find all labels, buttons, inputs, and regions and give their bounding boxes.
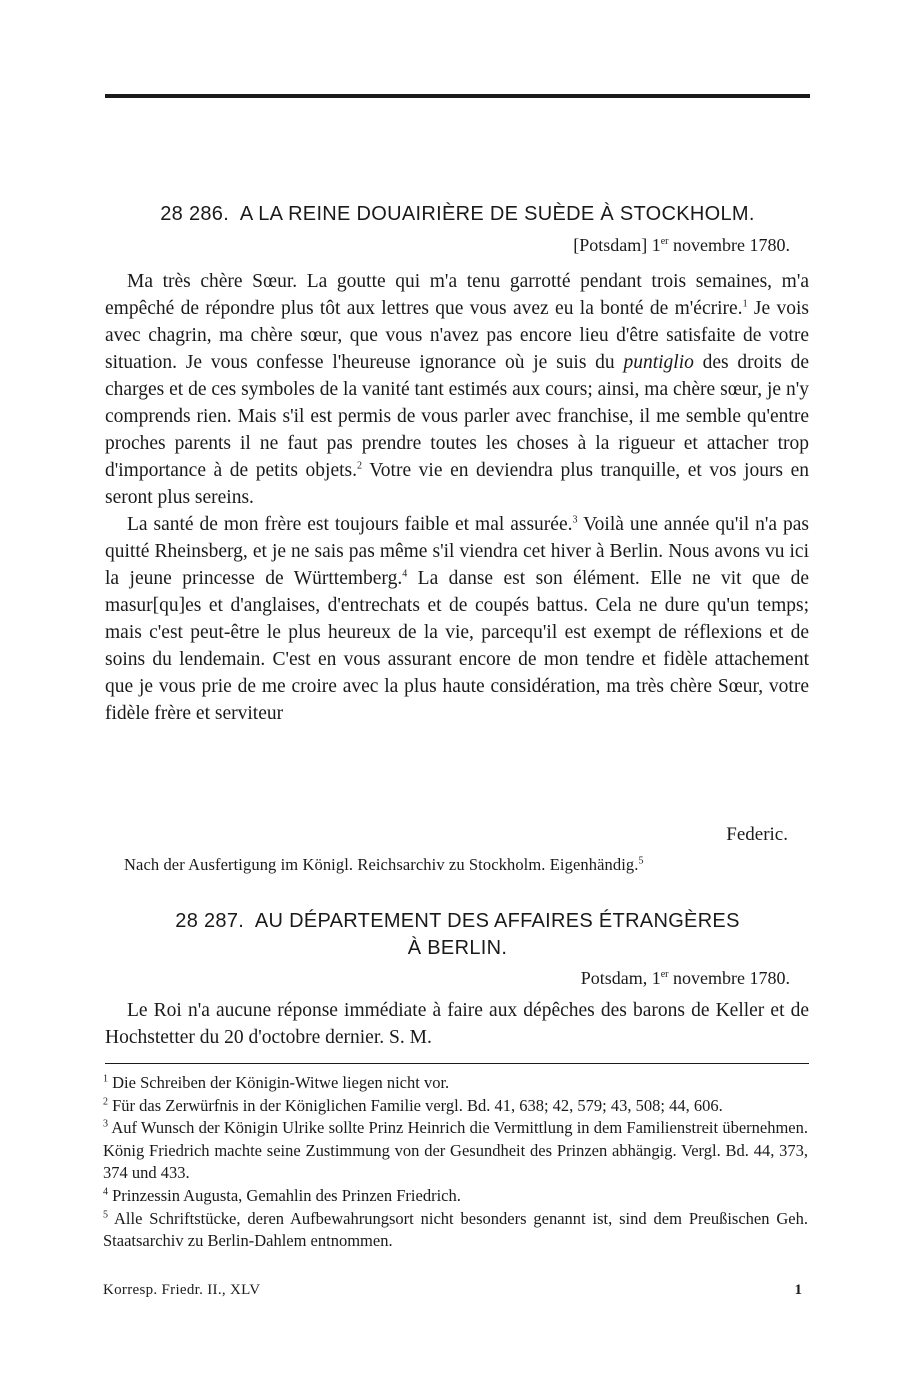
footnote-text: Für das Zerwürfnis in der Königlichen Familie vergl. Bd. 41, 638; 42, 579; 43, 508; 44, 606. [112, 1095, 723, 1115]
italic-term: puntiglio [623, 352, 694, 373]
letter-1-paragraph-1 [105, 268, 809, 511]
footnote-ref-4: 4 [402, 568, 408, 580]
footnote-number: 1 [103, 1073, 108, 1085]
footnote-ref-2: 2 [357, 460, 363, 472]
footnote-number: 4 [103, 1186, 108, 1198]
signature: Federic. [726, 824, 788, 845]
letter-1-body [105, 268, 809, 727]
letter-1-heading [105, 203, 810, 226]
header-rule [105, 94, 810, 98]
letter-1-paragraph-2 [105, 511, 809, 727]
text-run: La danse est son élément. Elle ne vit que de masur[qu]es et d'anglaises, d'entrechats et de coupés battus. Cela ne dure qu'un temps; mais c'est peut-être le plus heureux de la vie, parcequ'il est exempt de réflexions et de soins du lendemain. C'est en vous assurant encore de mon tendre et fidèle attachement que je vous prie de me croire avec la plus haute considération, ma très chère Sœur, votre fidèle frère et serviteur [105, 568, 809, 724]
text-run: des droits de charges et de ces symboles de la vanité tant estimés aux cours; ainsi, ma chère sœur, je n'y comprends rien. Mais s'il est permis de vous parler avec franchise, il me semble qu'entre proches parents il ne faut pas prendre toutes les choses à la rigueur et attacher trop d'importance à de petits objets. [105, 352, 809, 481]
footnote-number: 2 [103, 1096, 108, 1108]
footnote-4 [103, 1185, 808, 1208]
text-run: La santé de mon frère est toujours faible et mal assurée. [127, 514, 573, 535]
footnote-rule [105, 1063, 809, 1064]
page-number: 1 [794, 1282, 802, 1298]
text-run: Votre vie en deviendra plus tranquille, et vos jours en seront plus sereins. [105, 460, 809, 508]
letter-2-title-line-2: À BERLIN. [407, 937, 508, 959]
footnote-text: Alle Schriftstücke, deren Aufbewahrungsort nicht besonders genannt ist, sind dem Preußischen Geh. Staatsarchiv zu Berlin-Dahlem entnommen. [103, 1208, 809, 1251]
footnote-ref-1: 1 [742, 298, 748, 310]
footnote-ref-5: 5 [638, 855, 644, 867]
footnote-2 [103, 1095, 808, 1118]
footnote-text: Prinzessin Augusta, Gemahlin des Prinzen Friedrich. [112, 1185, 461, 1205]
text-run: Voilà une année qu'il n'a pas quitté Rheinsberg, et je ne sais pas même s'il viendra cet hiver à Berlin. Nous avons vu ici la jeune princesse de Württemberg. [105, 514, 809, 589]
letter-2-heading [105, 910, 810, 933]
source-text: Nach der Ausfertigung im Königl. Reichsarchiv zu Stockholm. Eigenhändig. [124, 855, 639, 874]
text-run: Ma très chère Sœur. La goutte qui m'a tenu garrotté pendant trois semaines, m'a empêché de répondre plus tôt aux lettres que vous avez eu la bonté de m'écrire. [105, 271, 809, 319]
footnote-number: 5 [103, 1209, 108, 1221]
letter-2-paragraph-1: Le Roi n'a aucune réponse immédiate à faire aux dépêches des barons de Keller et de Hochstetter du 20 d'octobre dernier. S. M. [105, 1000, 809, 1048]
letter-2-number: 28 287. [175, 910, 245, 932]
footer-volume: Korresp. Friedr. II., XLV [103, 1282, 261, 1298]
letter-2-dateline: Potsdam, 1er novembre 1780. [580, 968, 790, 988]
letter-1-title: A LA REINE DOUAIRIÈRE DE SUÈDE À STOCKHOLM. [239, 203, 755, 225]
source-note [124, 855, 814, 875]
letter-2-body [105, 997, 809, 1051]
footnote-ref-3: 3 [572, 514, 578, 526]
footnote-text: Auf Wunsch der Königin Ulrike sollte Prinz Heinrich die Vermittlung in dem Familienstreit übernehmen. König Friedrich machte seine Zustimmung von der Gesundheit des Prinzen abhängig. Vergl. Bd. 44, 373, 374 und 433. [103, 1118, 808, 1183]
footnotes [103, 1072, 808, 1253]
letter-2-title-line-1: AU DÉPARTEMENT DES AFFAIRES ÉTRANGÈRES [254, 910, 740, 932]
footnote-3 [103, 1117, 808, 1185]
footnote-5 [103, 1208, 808, 1253]
letter-1-dateline: [Potsdam] 1er novembre 1780. [573, 235, 790, 255]
footnote-1 [103, 1072, 808, 1095]
letter-1-number: 28 286. [160, 203, 230, 225]
footnote-number: 3 [103, 1118, 108, 1130]
footnote-text: Die Schreiben der Königin-Witwe liegen nicht vor. [112, 1073, 450, 1092]
text-run: Je vois avec chagrin, ma chère sœur, que vous n'avez pas encore lieu d'être satisfaite de votre situation. Je vous confesse l'heureuse ignorance où je suis du [105, 298, 810, 373]
